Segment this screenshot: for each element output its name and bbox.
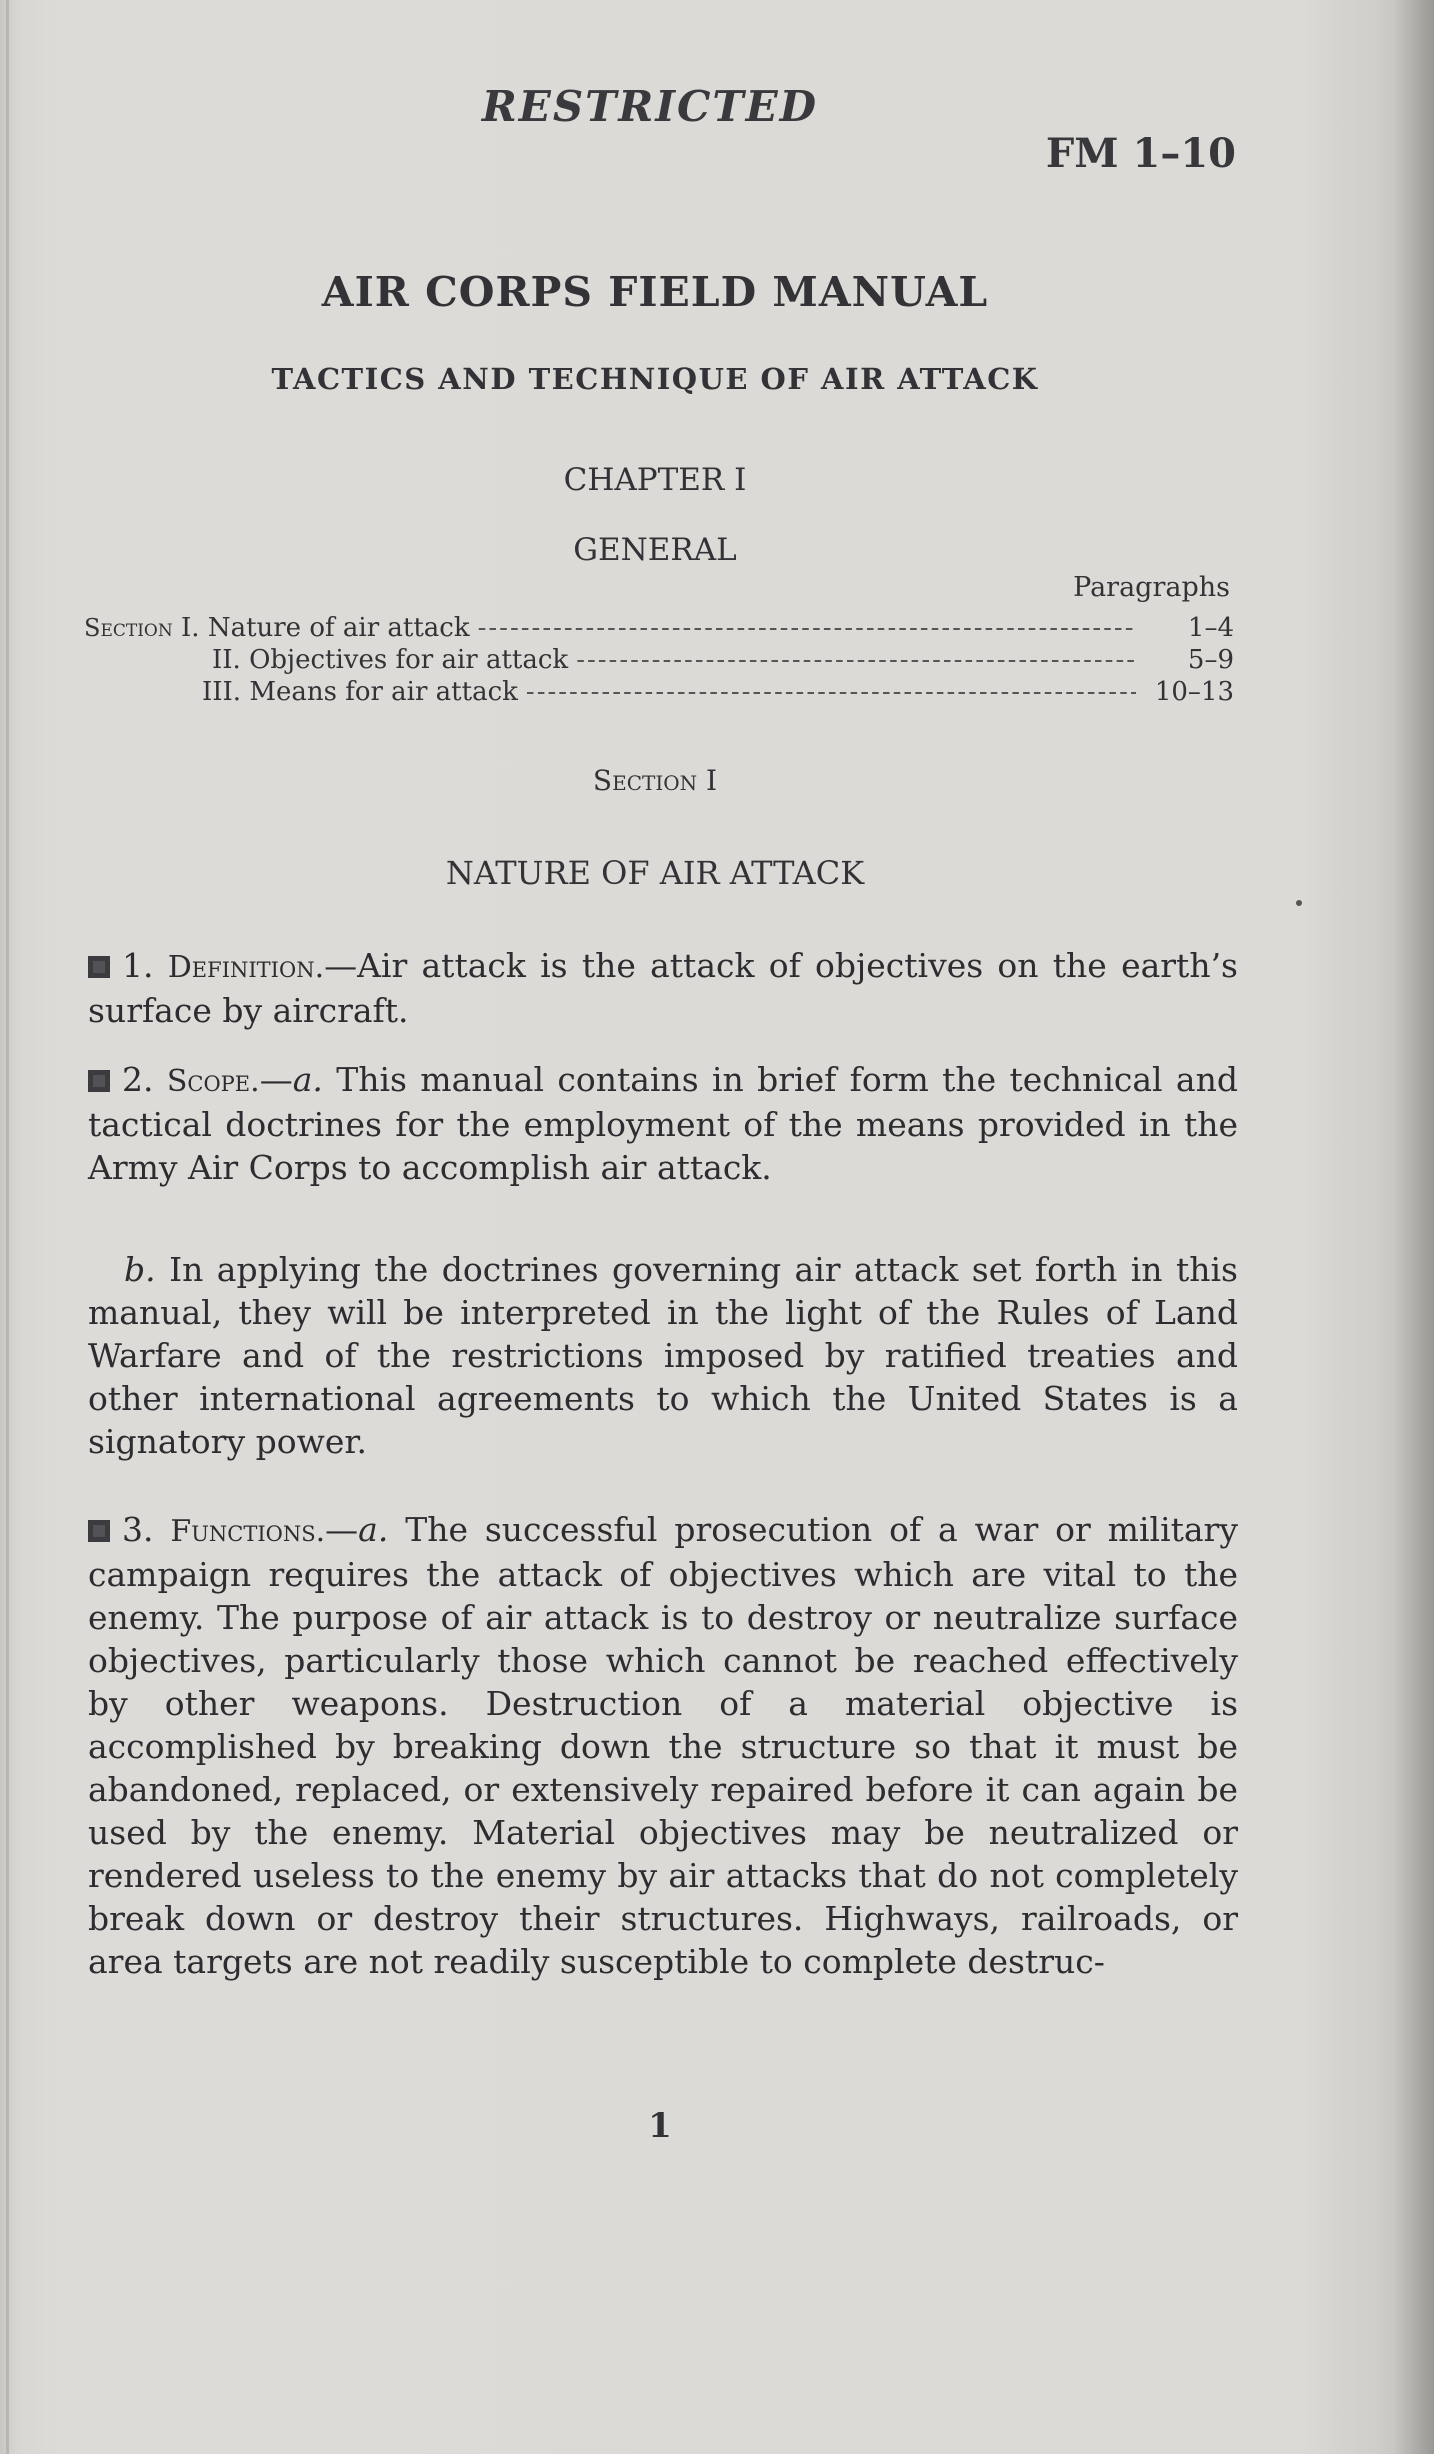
paragraph-marker-icon <box>88 1520 110 1542</box>
paragraph-marker-icon <box>88 956 110 978</box>
page-number: 1 <box>648 2106 672 2146</box>
manual-subject: TACTICS AND TECHNIQUE OF AIR ATTACK <box>271 362 1039 396</box>
toc-leader <box>576 644 1136 676</box>
toc-entry-label <box>84 612 470 644</box>
paragraph-number: 3. <box>122 1510 154 1549</box>
paragraph-heading: Scope. <box>166 1064 260 1099</box>
paper-speck <box>1296 900 1302 906</box>
toc-numeral: III. <box>202 677 242 707</box>
paragraph-text: In applying the doctrines governing air attack set forth in this manual, they will be interpreted in the light of the Rules of Land Warfare and of the restrictions imposed by ratified treaties and other international agreements to which the United States is a signatory power. <box>88 1250 1238 1461</box>
chapter-heading: CHAPTER I <box>563 462 747 498</box>
toc-numeral: I. <box>181 613 200 643</box>
paragraph-number: 1. <box>122 946 154 985</box>
toc-title: Means for air attack <box>249 677 518 707</box>
paragraph-2: 2. Scope.—a. This manual contains in brief form the technical and tactical doctrines for the employment of the means provided in the Army Air Corps to accomplish air attack. <box>88 1060 1238 1187</box>
toc-leader <box>478 612 1136 644</box>
toc-column-header: Paragraphs <box>1073 572 1230 603</box>
paragraph-text: The successful prosecution of a war or military campaign requires the attack of objectives which are vital to the enemy. The purpose of air attack is to destroy or neutralize surface objectives, particularly those which cannot be reached effectively by other weapons. Destruction of a material objective is accomplished by breaking down the structure so that it must be abandoned, replaced, or extensively repaired before it can again be used by the enemy. Material objectives may be neutralized or rendered useless to the enemy by air attacks that do not completely break down or destroy their structures. Highways, railroads, or area targets are not readily susceptible to complete destruc- <box>88 1510 1238 1981</box>
paragraph-2b <box>88 1248 1238 1463</box>
toc-section-word: Section <box>84 614 173 642</box>
paragraph-1 <box>88 944 1238 1032</box>
toc-leader <box>526 676 1136 708</box>
toc-paragraph-range: 10–13 <box>1154 677 1234 707</box>
toc-row <box>84 676 1234 708</box>
paragraph-heading: Functions. <box>170 1514 326 1549</box>
toc-title: Nature of air attack <box>207 613 470 643</box>
toc-title: Objectives for air attack <box>249 645 569 675</box>
section-title: NATURE OF AIR ATTACK <box>445 854 865 892</box>
subparagraph-letter: a. <box>358 1510 389 1549</box>
subparagraph-letter: a. <box>292 1060 323 1099</box>
paragraph-number: 2. <box>122 1060 154 1099</box>
paragraph-heading: Definition. <box>167 950 325 985</box>
toc-paragraph-range: 1–4 <box>1187 613 1234 643</box>
toc-entry-label <box>84 676 518 708</box>
chapter-title: GENERAL <box>573 532 737 568</box>
paragraph-marker-icon <box>88 1070 110 1092</box>
paragraph-text: —Air attack is the attack of objectives on the earth’s surface by aircraft. <box>88 946 1238 1030</box>
subparagraph-letter: b. <box>124 1250 156 1289</box>
toc-entry-label <box>84 644 568 676</box>
toc-paragraph-range: 5–9 <box>1187 645 1234 675</box>
manual-title: AIR CORPS FIELD MANUAL <box>321 268 989 316</box>
table-of-contents <box>84 612 1234 708</box>
section-label: Section I <box>592 764 718 797</box>
toc-numeral: II. <box>212 645 241 675</box>
paragraph-3: 3. Functions.—a. The successful prosecution of a war or military campaign requires the attack of objectives which are vital to the enemy. The purpose of air attack is to destroy or neutralize surface objectives, particularly those which cannot be reached effectively by other weapons. Destruction of a material objective is accomplished by breaking down the structure so that it must be abandoned, replaced, or extensively repaired before it can again be used by the enemy. Material objectives may be neutralized or rendered useless to the enemy by air attacks that do not completely break down or destroy their structures. Highways, railroads, or area targets are not readily susceptible to complete destruc- <box>88 1510 1238 1981</box>
classification-marking: RESTRICTED <box>481 82 819 131</box>
toc-row <box>84 612 1234 644</box>
subparagraph <box>88 1248 1238 1463</box>
manual-number: FM 1–10 <box>1045 130 1236 177</box>
toc-row <box>84 644 1234 676</box>
paragraph-text: This manual contains in brief form the technical and tactical doctrines for the employment of the means provided in the Army Air Corps to accomplish air attack. <box>88 1060 1238 1187</box>
